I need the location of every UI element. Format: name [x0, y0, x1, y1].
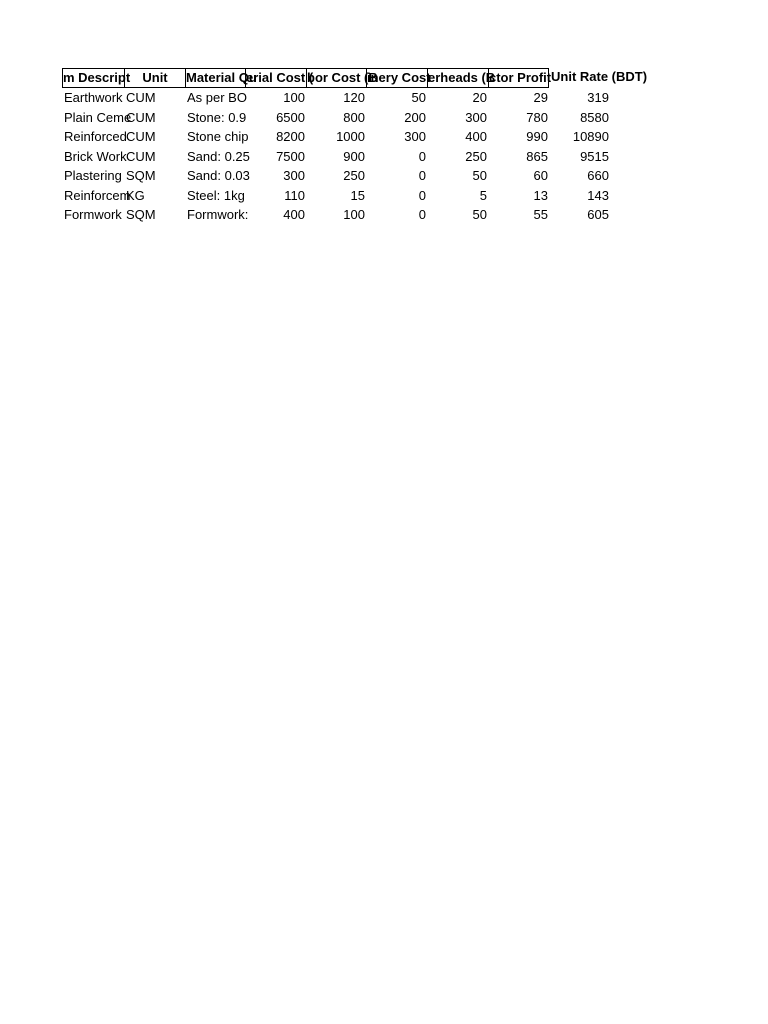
table-cell[interactable]: 400 [465, 129, 487, 144]
table-cell[interactable]: 7500 [276, 148, 305, 164]
table-cell[interactable]: 780 [526, 109, 548, 125]
table-cell[interactable]: Earthwork [64, 90, 123, 105]
table-cell[interactable]: 900 [343, 148, 365, 164]
table-cell[interactable]: 29 [533, 90, 548, 105]
table-cell[interactable]: Steel: 1kg [187, 187, 245, 203]
table-cell[interactable]: Plain Ceme [64, 109, 132, 125]
header-label: erial Cost ( [246, 70, 314, 85]
spreadsheet-table [62, 68, 648, 225]
table-cell[interactable]: 8200 [276, 129, 305, 144]
table-row [62, 88, 610, 108]
table-row [62, 186, 610, 206]
header-cell-labor-cost[interactable] [306, 68, 378, 88]
table-cell[interactable]: 55 [533, 207, 548, 222]
table-cell[interactable]: 0 [418, 148, 426, 164]
header-cell-machinery-cost[interactable] [366, 68, 431, 88]
table-cell[interactable]: 660 [587, 168, 609, 183]
table-cell[interactable]: 865 [526, 148, 548, 164]
table-cell[interactable]: 250 [343, 168, 365, 183]
table-cell[interactable]: Brick Work [64, 148, 127, 164]
table-cell[interactable]: Stone chip [187, 129, 249, 144]
table-cell[interactable]: 50 [472, 207, 487, 222]
table-cell[interactable]: 250 [465, 148, 487, 164]
table-cell[interactable]: 9515 [580, 148, 609, 164]
header-cell-unit[interactable] [124, 68, 185, 88]
table-row [62, 108, 610, 128]
table-cell[interactable]: KG [126, 187, 145, 203]
table-cell[interactable]: 20 [472, 90, 487, 105]
table-cell[interactable]: 60 [533, 168, 548, 183]
table-cell[interactable]: 120 [343, 90, 365, 105]
table-cell[interactable]: 10890 [572, 129, 609, 144]
table-cell[interactable]: 100 [283, 90, 305, 105]
table-cell[interactable]: As per BO [187, 90, 247, 105]
header-label: Unit Rate (BDT) [551, 69, 648, 84]
table-cell[interactable]: Reinforcem [64, 187, 131, 203]
table-cell[interactable]: CUM [126, 129, 156, 144]
header-label: Material Qu [186, 70, 257, 85]
table-cell[interactable]: 300 [283, 168, 305, 183]
table-cell[interactable]: 1000 [336, 129, 365, 144]
header-label: m Descript [63, 70, 131, 85]
header-cell-material-cost[interactable] [245, 68, 314, 88]
header-row [62, 68, 648, 88]
table-cell[interactable]: 8580 [580, 109, 609, 125]
header-label: Unit [142, 70, 168, 85]
table-cell[interactable]: 50 [472, 168, 487, 183]
table-cell[interactable]: 6500 [276, 109, 305, 125]
table-row [62, 166, 610, 186]
table-row [62, 205, 610, 225]
table-cell[interactable]: SQM [126, 168, 156, 183]
table-cell[interactable]: 100 [343, 207, 365, 222]
table-cell[interactable]: Plastering [64, 168, 122, 183]
table-cell[interactable]: SQM [126, 207, 156, 222]
table-cell[interactable]: CUM [126, 109, 156, 125]
table-cell[interactable]: 0 [418, 168, 426, 183]
table-cell[interactable]: CUM [126, 148, 156, 164]
table-cell[interactable]: 300 [465, 109, 487, 125]
table-cell[interactable]: 400 [283, 207, 305, 222]
table-cell[interactable]: 13 [533, 187, 548, 203]
table-cell[interactable]: Stone: 0.9 [187, 109, 247, 125]
table-cell[interactable]: 110 [284, 187, 305, 203]
table-cell[interactable]: Formwork [64, 207, 122, 222]
table-cell[interactable]: 50 [411, 90, 426, 105]
table-cell[interactable]: Sand: 0.25 [187, 148, 250, 164]
header-label: erheads (B [428, 70, 496, 85]
table-cell[interactable]: 605 [587, 207, 609, 222]
table-cell[interactable]: Sand: 0.03 [187, 168, 250, 183]
table-row [62, 147, 610, 167]
table-cell[interactable]: Formwork: [187, 207, 249, 222]
table-cell[interactable]: 319 [587, 90, 609, 105]
header-cell-unit-rate[interactable] [549, 68, 648, 88]
header-cell-material-quantity[interactable] [185, 68, 257, 88]
header-cell-contractor-profit[interactable] [488, 68, 552, 88]
table-cell[interactable]: CUM [126, 90, 156, 105]
table-cell[interactable]: 0 [418, 207, 426, 222]
table-cell[interactable]: 800 [343, 109, 365, 125]
table-cell[interactable]: 0 [418, 187, 426, 203]
header-cell-item-description[interactable] [62, 68, 131, 88]
table-cell[interactable]: 143 [587, 187, 609, 203]
header-cell-overheads[interactable] [427, 68, 496, 88]
table-cell[interactable]: 300 [404, 129, 426, 144]
table-cell[interactable]: 200 [404, 109, 426, 125]
header-label: bor Cost (B [307, 70, 378, 85]
table-cell[interactable]: 15 [350, 187, 365, 203]
table-cell[interactable]: Reinforced [64, 129, 127, 144]
table-row [62, 127, 610, 147]
header-label: inery Cost [367, 70, 431, 85]
table-cell[interactable]: 5 [479, 187, 487, 203]
header-label: ctor Profit [489, 70, 552, 85]
table-cell[interactable]: 990 [526, 129, 548, 144]
